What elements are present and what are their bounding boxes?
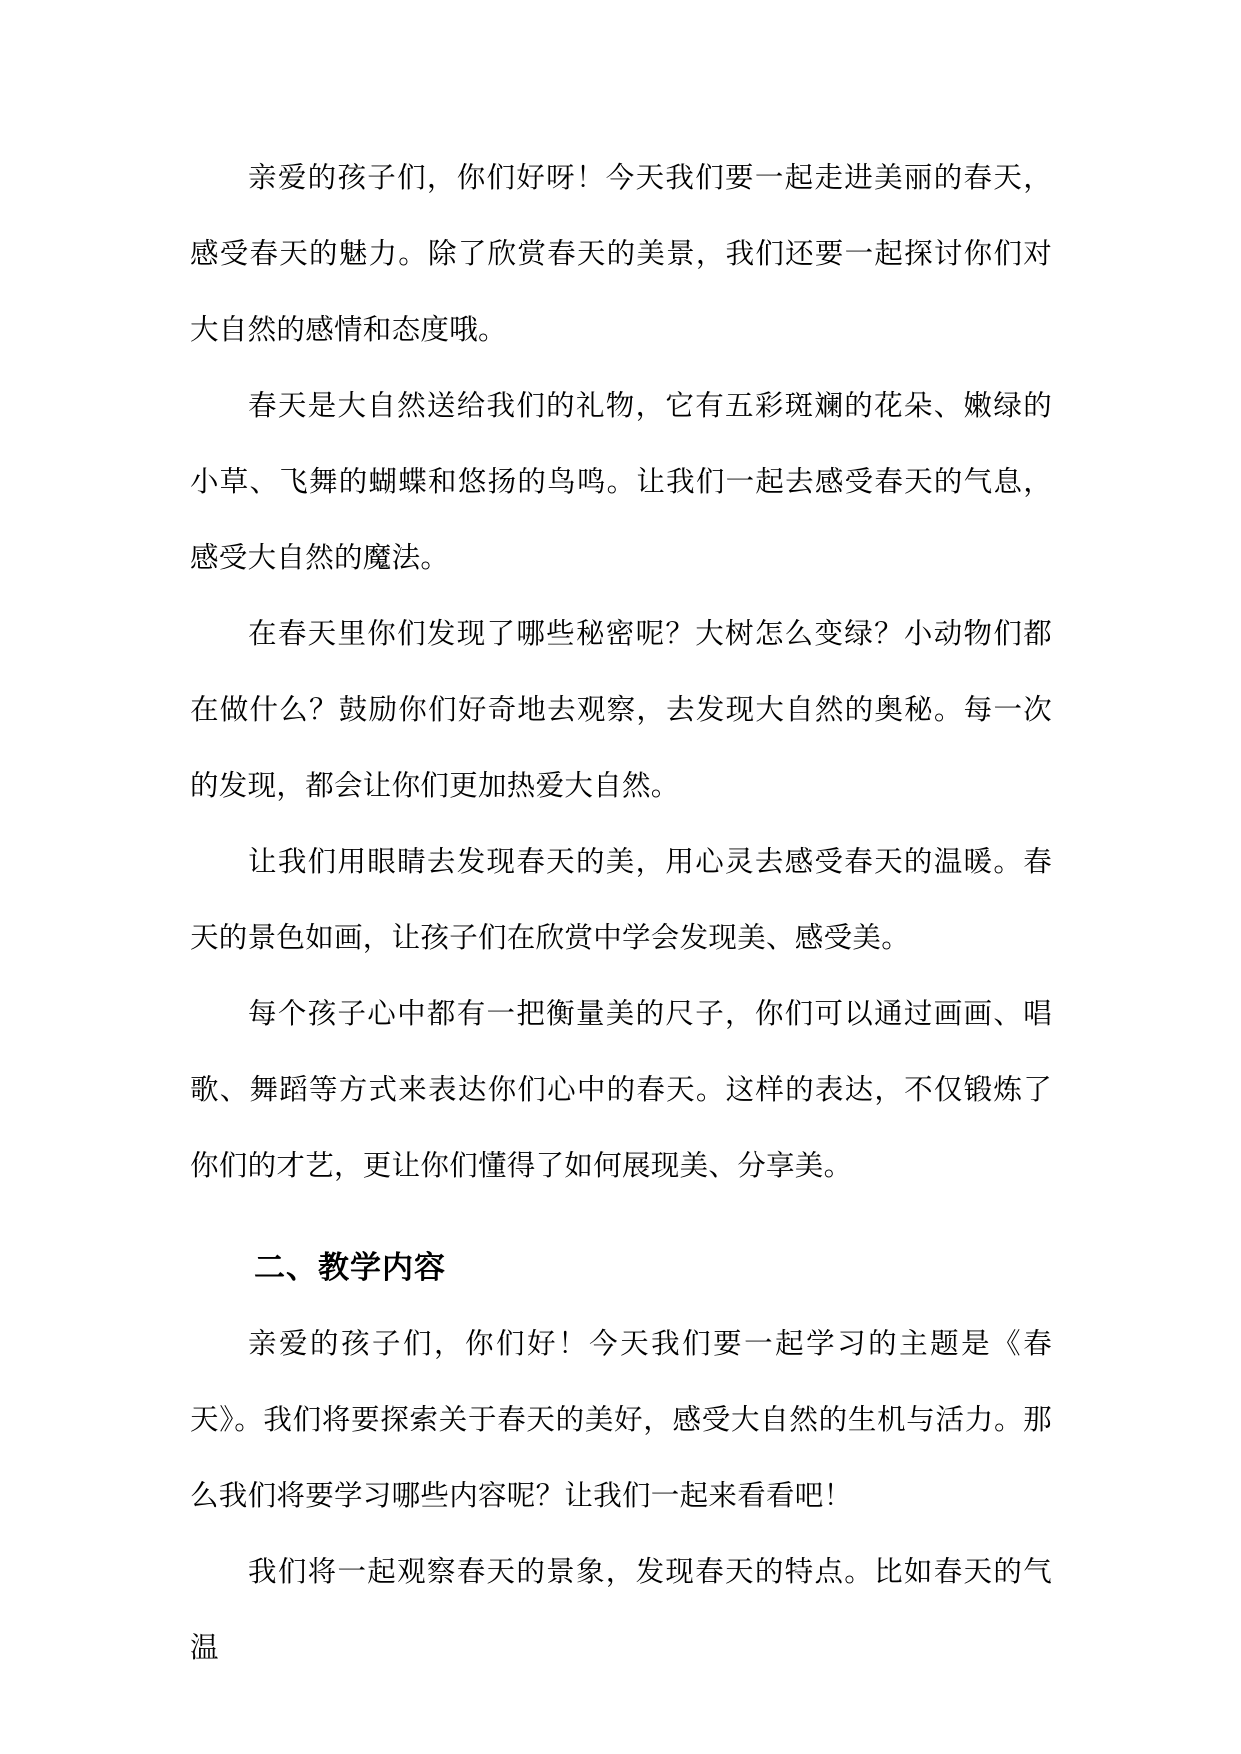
section-heading: 二、教学内容 (254, 1250, 446, 1286)
paragraph-intro: 亲爱的孩子们，你们好呀！今天我们要一起走进美丽的春天，感受春天的魅力。除了欣赏春天的美景，我们还要一起探讨你们对大自然的感情和态度哦。 (190, 161, 1052, 346)
paragraph-spring-beauty: 让我们用眼睛去发现春天的美，用心灵去感受春天的温暖。春天的景色如画，让孩子们在欣赏中学会发现美、感受美。 (190, 845, 1052, 954)
paragraph-spring-secrets: 在春天里你们发现了哪些秘密呢？大树怎么变绿？小动物们都在做什么？鼓励你们好奇地去观察，去发现大自然的奥秘。每一次的发现，都会让你们更加热爱大自然。 (190, 617, 1052, 802)
paragraph-observe-spring: 我们将一起观察春天的景象，发现春天的特点。比如春天的气温 (190, 1555, 1052, 1664)
paragraph-express-spring: 每个孩子心中都有一把衡量美的尺子，你们可以通过画画、唱歌、舞蹈等方式来表达你们心中的春天。这样的表达，不仅锻炼了你们的才艺，更让你们懂得了如何展现美、分享美。 (190, 997, 1052, 1182)
paragraph-lesson-topic: 亲爱的孩子们，你们好！今天我们要一起学习的主题是《春天》。我们将要探索关于春天的美好，感受大自然的生机与活力。那么我们将要学习哪些内容呢？让我们一起来看看吧！ (190, 1327, 1052, 1512)
document-page (190, 140, 1052, 1686)
paragraph-spring-gift: 春天是大自然送给我们的礼物，它有五彩斑斓的花朵、嫩绿的小草、飞舞的蝴蝶和悠扬的鸟鸣。让我们一起去感受春天的气息，感受大自然的魔法。 (190, 389, 1052, 574)
